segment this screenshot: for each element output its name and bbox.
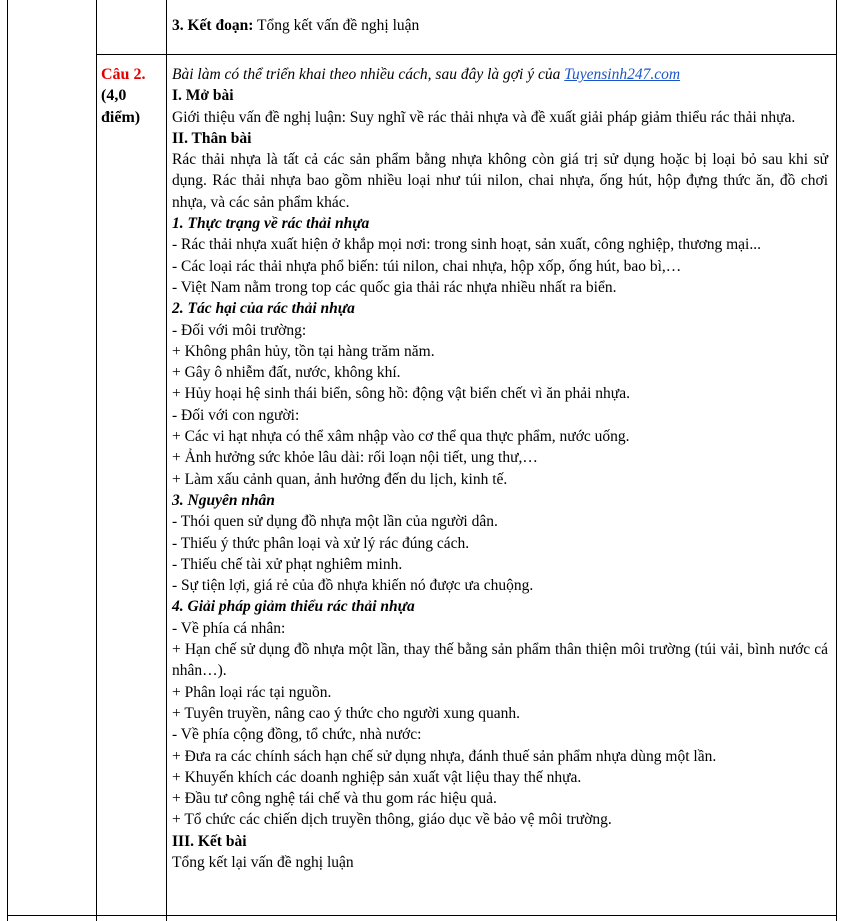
list-item: + Các vi hạt nhựa có thể xâm nhập vào cơ thể qua thực phẩm, nước uống. (172, 428, 630, 446)
list-item: + Làm xấu cảnh quan, ảnh hưởng đến du lịch, kinh tế. (172, 470, 508, 488)
list-item: - Đối với môi trường: (172, 321, 307, 339)
list-item: + Khuyến khích các doanh nghiệp sản xuất vật liệu thay thế nhựa. (172, 768, 582, 786)
list-item: - Về phía cộng đồng, tổ chức, nhà nước: (172, 726, 422, 744)
table-border-col2 (166, 0, 167, 921)
row1-content (172, 15, 828, 36)
list-item: - Việt Nam nằm trong top các quốc gia thải rác nhựa nhiều nhất ra biển. (172, 278, 617, 296)
row1-label: 3. Kết đoạn: (172, 17, 254, 34)
section-giai-phap: 4. Giải pháp giảm thiểu rác thải nhựa (172, 598, 415, 616)
question-label (101, 64, 165, 128)
section-tac-hai: 2. Tác hại của rác thải nhựa (172, 300, 355, 318)
table-border-bottom (7, 915, 837, 916)
mo-bai-text: Giới thiệu vấn đề nghị luận: Suy nghĩ về rác thải nhựa và đề xuất giải pháp giảm thiểu rác thải nhựa. (172, 108, 796, 126)
list-item: + Hạn chế sử dụng đồ nhựa một lần, thay thế bằng sản phẩm thân thiện môi trường (túi vải, bình nước cá nhân…). (172, 641, 828, 680)
list-item: + Tổ chức các chiến dịch truyền thông, giáo dục về bảo vệ môi trường. (172, 811, 612, 829)
ket-bai-text: Tổng kết lại vấn đề nghị luận (172, 853, 354, 871)
table-border-left (7, 0, 8, 921)
list-item: - Về phía cá nhân: (172, 619, 286, 637)
table-border-right (836, 0, 837, 921)
list-item: - Thói quen sử dụng đồ nhựa một lần của người dân. (172, 513, 498, 531)
list-item: - Thiếu chế tài xử phạt nghiêm minh. (172, 555, 403, 573)
list-item: + Đưa ra các chính sách hạn chế sử dụng nhựa, đánh thuế sản phẩm nhựa dùng một lần. (172, 747, 717, 765)
answer-intro: Bài làm có thể triển khai theo nhiều cách, sau đây là gợi ý của Tuyensinh247.com (172, 66, 681, 83)
list-item: + Không phân hủy, tồn tại hàng trăm năm. (172, 342, 435, 360)
source-link[interactable]: Tuyensinh247.com (564, 66, 681, 83)
list-item: - Thiếu ý thức phân loại và xử lý rác đúng cách. (172, 534, 470, 552)
heading-than-bai: II. Thân bài (172, 129, 252, 147)
section-thuc-trang: 1. Thực trạng về rác thải nhựa (172, 215, 370, 233)
list-item: - Sự tiện lợi, giá rẻ của đồ nhựa khiến nó được ưa chuộng. (172, 577, 534, 595)
row1-text: Tổng kết vấn đề nghị luận (253, 17, 420, 34)
list-item: + Hủy hoại hệ sinh thái biển, sông hồ: động vật biển chết vì ăn phải nhựa. (172, 385, 630, 403)
question-points-unit: điểm) (101, 108, 141, 126)
question-number: Câu 2. (101, 66, 146, 83)
section-nguyen-nhan: 3. Nguyên nhân (172, 491, 275, 509)
list-item: + Phân loại rác tại nguồn. (172, 683, 332, 701)
heading-mo-bai: I. Mở bài (172, 87, 234, 105)
list-item: - Đối với con người: (172, 406, 300, 424)
list-item: + Tuyên truyền, nâng cao ý thức cho người xung quanh. (172, 704, 521, 722)
heading-ket-bai: III. Kết bài (172, 832, 247, 850)
row-divider (96, 54, 837, 55)
question-points: (4,0 (101, 87, 127, 105)
table-border-col1 (96, 0, 97, 921)
list-item: + Ảnh hưởng sức khỏe lâu dài: rối loạn nội tiết, ung thư,… (172, 449, 538, 467)
list-item: + Đầu tư công nghệ tái chế và thu gom rác hiệu quả. (172, 790, 497, 808)
list-item: - Các loại rác thải nhựa phổ biến: túi nilon, chai nhựa, hộp xốp, ống hút, bao bì,… (172, 257, 682, 275)
answer-content (172, 64, 828, 873)
than-bai-intro: Rác thải nhựa là tất cả các sản phẩm bằng nhựa không còn giá trị sử dụng hoặc bị loại bỏ sau khi sử dụng. Rác thải nhựa bao gồm nhiều loại như túi nilon, chai nhựa, ống hút, hộp đựng thức ăn, đồ chơi nhựa, và các sản phẩm khác. (172, 151, 828, 211)
list-item: + Gây ô nhiễm đất, nước, không khí. (172, 364, 401, 382)
list-item: - Rác thải nhựa xuất hiện ở khắp mọi nơi: trong sinh hoạt, sản xuất, công nghiệp, thương mại... (172, 236, 761, 254)
